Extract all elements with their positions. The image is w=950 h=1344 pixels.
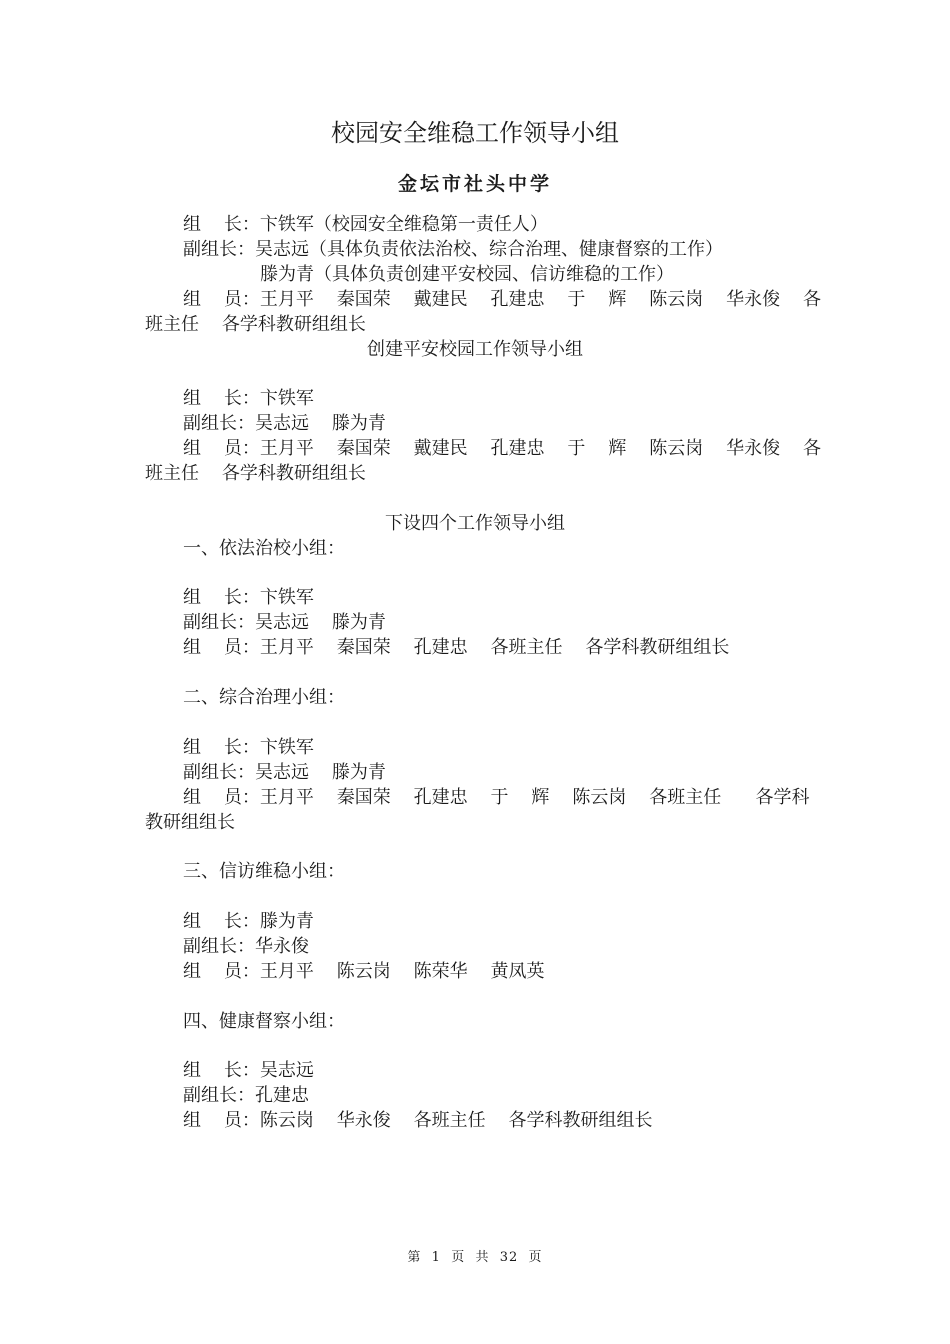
members-line-cont: 班主任 各学科教研组组长 [145, 314, 366, 335]
deputy-line: 副组长：华永俊 [183, 936, 309, 957]
leader-line: 组 长：滕为青 [183, 911, 314, 932]
members-line-cont: 教研组组长 [145, 812, 235, 833]
members-line-cont: 班主任 各学科教研组组长 [145, 463, 366, 484]
members-line: 组 员：王月平 秦国荣 孔建忠 于 辉 陈云岗 各班主任 各学科 [183, 787, 810, 808]
members-line: 组 员：陈云岗 华永俊 各班主任 各学科教研组组长 [183, 1110, 653, 1131]
deputy-line: 副组长：吴志远 滕为青 [183, 762, 386, 783]
deputy-line: 副组长：吴志远（具体负责依法治校、综合治理、健康督察的工作） [183, 239, 723, 260]
leader-line: 组 长：卞铁军 [183, 737, 314, 758]
group-name: 三、信访维稳小组： [183, 861, 345, 882]
page-footer: 第 1 页 共 32 页 [407, 1250, 543, 1265]
leader-line: 组 长：卞铁军（校园安全维稳第一责任人） [183, 214, 548, 235]
group-name: 四、健康督察小组： [183, 1011, 345, 1032]
group-name: 二、综合治理小组： [183, 687, 345, 708]
page-title: 校园安全维稳工作领导小组 [331, 119, 619, 147]
members-line: 组 员：王月平 秦国荣 孔建忠 各班主任 各学科教研组组长 [183, 637, 730, 658]
deputy-line: 副组长：孔建忠 [183, 1085, 309, 1106]
section-heading: 创建平安校园工作领导小组 [367, 339, 583, 360]
deputy-line-2: 滕为青（具体负责创建平安校园、信访维稳的工作） [260, 264, 674, 285]
members-line: 组 员：王月平 陈云岗 陈荣华 黄凤英 [183, 961, 545, 982]
leader-line: 组 长：吴志远 [183, 1060, 314, 1081]
leader-line: 组 长：卞铁军 [183, 388, 314, 409]
members-line: 组 员：王月平 秦国荣 戴建民 孔建忠 于 辉 陈云岗 华永俊 各 [183, 438, 821, 459]
group-name: 一、依法治校小组： [183, 538, 345, 559]
deputy-line: 副组长：吴志远 滕为青 [183, 612, 386, 633]
section-heading: 下设四个工作领导小组 [385, 513, 565, 534]
school-name: 金坛市社头中学 [397, 173, 552, 195]
members-line: 组 员：王月平 秦国荣 戴建民 孔建忠 于 辉 陈云岗 华永俊 各 [183, 289, 821, 310]
deputy-line: 副组长：吴志远 滕为青 [183, 413, 386, 434]
leader-line: 组 长：卞铁军 [183, 587, 314, 608]
